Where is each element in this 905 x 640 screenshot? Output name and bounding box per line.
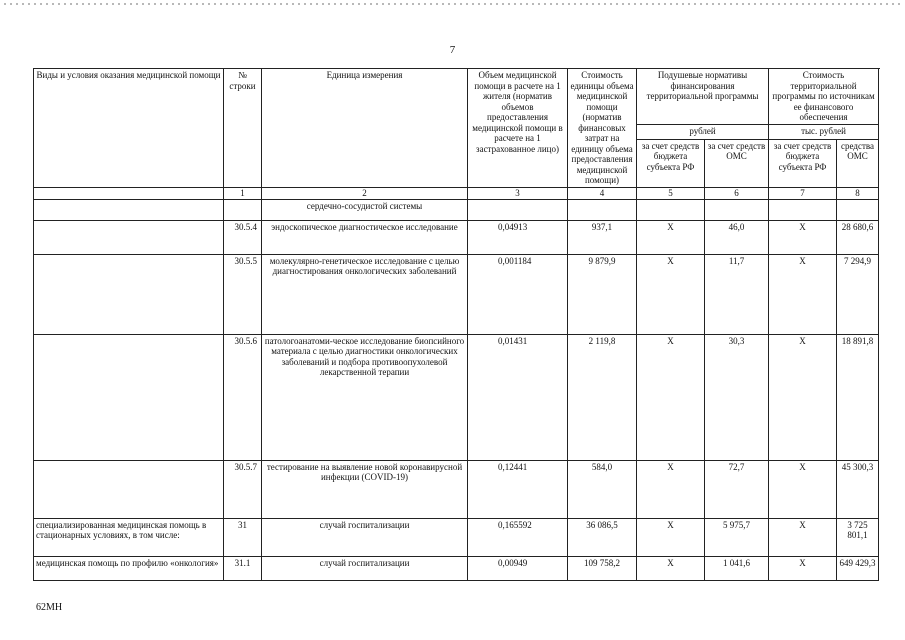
cell-budget-rf-7: X: [769, 334, 837, 460]
header-types: Виды и условия оказания медицинской помощи: [34, 69, 224, 188]
col-number: 3: [468, 187, 568, 199]
col-number: 7: [769, 187, 837, 199]
cell-row-no: 31.1: [224, 556, 262, 580]
cell-volume: 0,165592: [468, 518, 568, 556]
header-row-no: № строки: [224, 69, 262, 188]
col-number: 2: [262, 187, 468, 199]
page-number: 7: [449, 44, 456, 56]
cell-type: [34, 334, 224, 460]
cell-oms-6: [705, 199, 769, 220]
cell-budget-rf-5: X: [637, 220, 705, 254]
header-oms-8: средства ОМС: [837, 139, 879, 187]
header-cost: Стоимость единицы объема медицинской помощи (норматив финансовых затрат на единицу объема предоставления медицинской помощи): [568, 69, 637, 188]
table-row: [34, 254, 879, 334]
header-territorial: Стоимость территориальной программы по источникам ее финансового обеспечения: [769, 69, 879, 125]
header-budget-rf-7: за счет средств бюджета субъекта РФ: [769, 139, 837, 187]
table-row: [34, 334, 879, 460]
cell-budget-rf-5: [637, 199, 705, 220]
cell-row-no: 31: [224, 518, 262, 556]
cell-cost: 937,1: [568, 220, 637, 254]
cell-oms-8: 649 429,3: [837, 556, 879, 580]
cell-oms-8: 3 725 801,1: [837, 518, 879, 556]
cell-budget-rf-5: X: [637, 556, 705, 580]
cell-volume: 0,01431: [468, 334, 568, 460]
cell-volume: [468, 199, 568, 220]
table-row: [34, 556, 879, 580]
cell-type: [34, 460, 224, 518]
cell-budget-rf-5: X: [637, 460, 705, 518]
cell-budget-rf-7: X: [769, 556, 837, 580]
header-thousand-rubles: тыс. рублей: [769, 124, 879, 139]
program-cost-table: [33, 68, 879, 581]
cell-budget-rf-5: X: [637, 254, 705, 334]
header-rubles: рублей: [637, 124, 769, 139]
table-row: [34, 460, 879, 518]
cell-type: [34, 199, 224, 220]
col-number: 6: [705, 187, 769, 199]
table-row: [34, 199, 879, 220]
header-budget-rf-5: за счет средств бюджета субъекта РФ: [637, 139, 705, 187]
cell-cost: 109 758,2: [568, 556, 637, 580]
cell-row-no: 30.5.7: [224, 460, 262, 518]
cell-type: [34, 220, 224, 254]
cell-budget-rf-7: [769, 199, 837, 220]
cell-cost: 9 879,9: [568, 254, 637, 334]
col-number: 4: [568, 187, 637, 199]
cell-budget-rf-5: X: [637, 334, 705, 460]
cell-unit: патологоанатоми-ческое исследование биопсийного материала с целью диагностики онкологических заболеваний и подбора противоопухолевой лекарственной терапии: [262, 334, 468, 460]
cell-row-no: 30.5.4: [224, 220, 262, 254]
table-row: [34, 518, 879, 556]
cell-row-no: 30.5.6: [224, 334, 262, 460]
col-number: 8: [837, 187, 879, 199]
cell-oms-6: 72,7: [705, 460, 769, 518]
header-oms-6: за счет средств ОМС: [705, 139, 769, 187]
cell-unit: молекулярно-генетическое исследование с целью диагностирования онкологических заболеваний: [262, 254, 468, 334]
cell-oms-6: 30,3: [705, 334, 769, 460]
header-per-capita: Подушевые нормативы финансирования территориальной программы: [637, 69, 769, 125]
cell-budget-rf-7: X: [769, 518, 837, 556]
cell-oms-6: 11,7: [705, 254, 769, 334]
column-number-row: [34, 187, 879, 199]
cell-type: медицинская помощь по профилю «онкология»: [34, 556, 224, 580]
table-row: [34, 220, 879, 254]
cell-unit: сердечно-сосудистой системы: [262, 199, 468, 220]
cell-cost: [568, 199, 637, 220]
cell-unit: случай госпитализации: [262, 518, 468, 556]
cell-oms-6: 1 041,6: [705, 556, 769, 580]
cell-unit: случай госпитализации: [262, 556, 468, 580]
cell-oms-6: 5 975,7: [705, 518, 769, 556]
scan-edge-dots: [4, 3, 900, 5]
header-volume: Объем медицинской помощи в расчете на 1 жителя (норматив объемов предоставления медицинской помощи в расчете на 1 застрахованное лицо): [468, 69, 568, 188]
cell-volume: 0,04913: [468, 220, 568, 254]
cell-row-no: 30.5.5: [224, 254, 262, 334]
cell-budget-rf-5: X: [637, 518, 705, 556]
cell-cost: 584,0: [568, 460, 637, 518]
footer-document-code: 62МН: [36, 602, 63, 613]
cell-oms-8: 18 891,8: [837, 334, 879, 460]
cell-unit: эндоскопическое диагностическое исследование: [262, 220, 468, 254]
cell-type: специализированная медицинская помощь в стационарных условиях, в том числе:: [34, 518, 224, 556]
cell-type: [34, 254, 224, 334]
header-unit: Единица измерения: [262, 69, 468, 188]
cell-volume: 0,00949: [468, 556, 568, 580]
cell-budget-rf-7: X: [769, 254, 837, 334]
col-number: 1: [224, 187, 262, 199]
cell-oms-8: 45 300,3: [837, 460, 879, 518]
cell-budget-rf-7: X: [769, 220, 837, 254]
cell-row-no: [224, 199, 262, 220]
col-number: [34, 187, 224, 199]
cell-oms-8: 28 680,6: [837, 220, 879, 254]
cell-unit: тестирование на выявление новой коронавирусной инфекции (COVID-19): [262, 460, 468, 518]
cell-volume: 0,12441: [468, 460, 568, 518]
cell-budget-rf-7: X: [769, 460, 837, 518]
cell-oms-8: 7 294,9: [837, 254, 879, 334]
cell-oms-6: 46,0: [705, 220, 769, 254]
cell-oms-8: [837, 199, 879, 220]
cell-cost: 2 119,8: [568, 334, 637, 460]
cell-cost: 36 086,5: [568, 518, 637, 556]
cell-volume: 0,001184: [468, 254, 568, 334]
col-number: 5: [637, 187, 705, 199]
